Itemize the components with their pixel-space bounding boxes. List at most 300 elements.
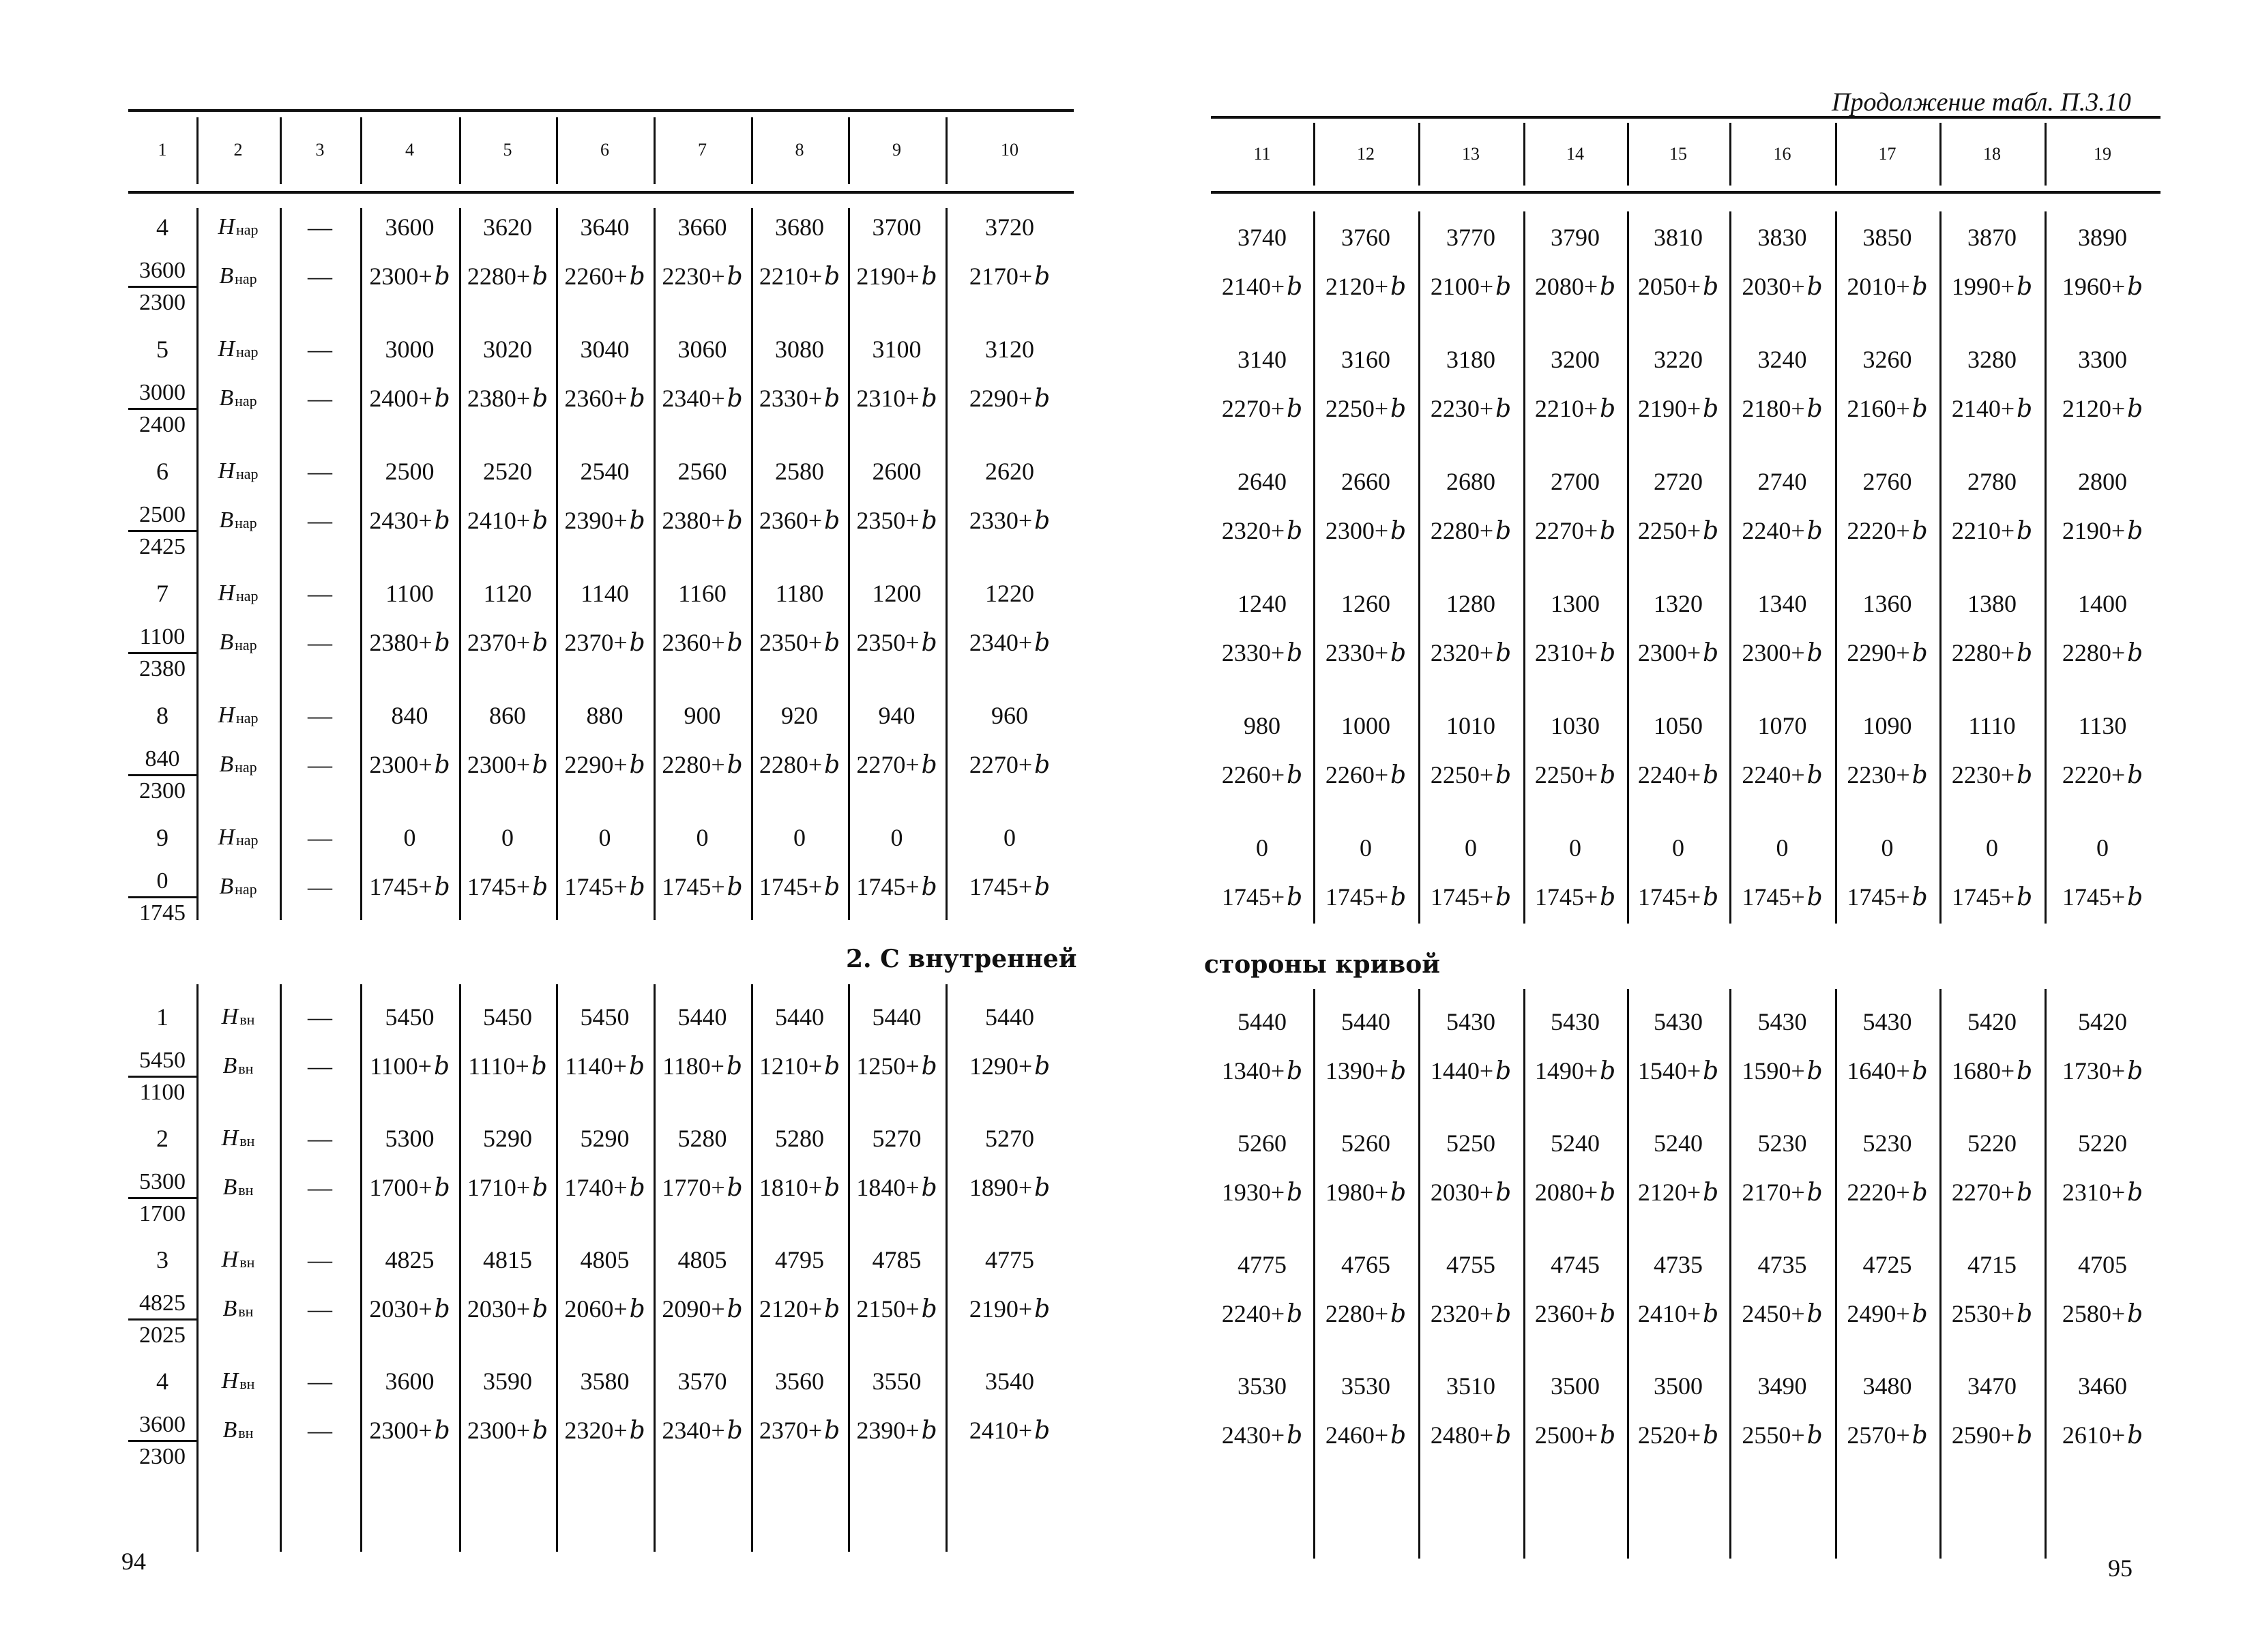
b-value: 2030+ 𝑏	[369, 1295, 450, 1323]
row-number: 9	[156, 824, 169, 851]
column-header: 17	[1878, 144, 1896, 164]
b-value: 2270+ 𝑏	[1951, 1179, 2033, 1206]
b-label: B $_{нар}$	[219, 874, 257, 899]
b-value: 2370+ 𝑏	[564, 629, 645, 656]
b-value: 2190+ 𝑏	[856, 263, 937, 290]
column-divider	[1835, 123, 1837, 186]
h-value: 2760	[1862, 468, 1912, 495]
fraction-numerator: 5300	[139, 1169, 186, 1195]
fraction-numerator: 3600	[139, 1412, 186, 1438]
b-value: 2140+ 𝑏	[1221, 273, 1303, 300]
h-value: 1090	[1862, 712, 1912, 739]
h-value: 4775	[1237, 1251, 1287, 1278]
b-value: 2410+ 𝑏	[1637, 1300, 1719, 1327]
h-label: H $_{нар}$	[218, 825, 259, 850]
h-value: 3620	[483, 213, 532, 241]
b-label: B $_{вн}$	[222, 1417, 254, 1443]
h-value: 4805	[580, 1246, 630, 1273]
h-value: 3220	[1654, 346, 1703, 373]
h-value: 3000	[385, 336, 435, 363]
h-value: 980	[1244, 712, 1280, 739]
column-divider	[1313, 123, 1315, 186]
b-value: 2220+ 𝑏	[1847, 517, 1928, 544]
b-value: 2320+ 𝑏	[564, 1417, 645, 1444]
b-label: B $_{вн}$	[222, 1175, 254, 1200]
b-label: B $_{нар}$	[219, 630, 257, 655]
column-divider	[654, 208, 656, 920]
h-value: 5420	[2078, 1008, 2127, 1035]
b-value: 2360+ 𝑏	[759, 507, 840, 534]
b-value: 2480+ 𝑏	[1430, 1421, 1512, 1449]
h-value: 5250	[1446, 1130, 1495, 1157]
column-divider	[751, 208, 753, 920]
b-value: 1960+ 𝑏	[2062, 273, 2143, 300]
b-value: 2140+ 𝑏	[1951, 395, 2033, 422]
h-value: 4775	[985, 1246, 1034, 1273]
b-value: 2300+ 𝑏	[1325, 517, 1407, 544]
b-value: 1250+ 𝑏	[856, 1052, 937, 1080]
column-divider	[2045, 123, 2047, 186]
b-value: 2300+ 𝑏	[369, 751, 450, 778]
h-value: 5280	[775, 1125, 824, 1152]
h-value: 5430	[1757, 1008, 1807, 1035]
h-value: 0	[501, 824, 514, 851]
h-value: 2600	[872, 458, 922, 485]
b-value: 1745+ 𝑏	[1534, 883, 1616, 911]
h-value: 0	[1465, 834, 1477, 861]
h-value: 3480	[1862, 1372, 1912, 1400]
column-header: 5	[503, 140, 512, 160]
b-value: 1100+ 𝑏	[369, 1052, 450, 1080]
b-value: 2580+ 𝑏	[2062, 1300, 2143, 1327]
h-value: 3600	[385, 1368, 435, 1395]
h-value: 3760	[1341, 224, 1390, 251]
dash-cell: —	[308, 1125, 332, 1152]
b-value: 1745+ 𝑏	[1637, 883, 1719, 911]
h-value: 5440	[872, 1003, 922, 1031]
b-value: 2250+ 𝑏	[1637, 517, 1719, 544]
h-value: 3140	[1237, 346, 1287, 373]
b-value: 2300+ 𝑏	[467, 1417, 548, 1444]
dash-cell: —	[308, 751, 332, 778]
column-header: 9	[892, 140, 901, 160]
fraction-denominator: 1745	[139, 900, 186, 926]
b-value: 2380+ 𝑏	[369, 629, 450, 656]
fraction-denominator: 1700	[139, 1200, 186, 1226]
h-value: 3500	[1551, 1372, 1600, 1400]
b-value: 2320+ 𝑏	[1430, 1300, 1512, 1327]
dash-cell: —	[308, 702, 332, 729]
b-value: 2220+ 𝑏	[1847, 1179, 1928, 1206]
h-value: 5220	[2078, 1130, 2127, 1157]
b-value: 2330+ 𝑏	[759, 385, 840, 412]
column-divider	[360, 117, 362, 184]
h-value: 0	[1881, 834, 1894, 861]
b-value: 2350+ 𝑏	[759, 629, 840, 656]
b-value: 2240+ 𝑏	[1742, 517, 1823, 544]
b-value: 2260+ 𝑏	[1325, 761, 1407, 788]
h-value: 3500	[1654, 1372, 1703, 1400]
h-value: 3560	[775, 1368, 824, 1395]
h-value: 2720	[1654, 468, 1703, 495]
row-number: 7	[156, 580, 169, 607]
h-value: 0	[403, 824, 416, 851]
column-divider	[1418, 123, 1420, 186]
h-value: 860	[489, 702, 526, 729]
h-value: 4735	[1757, 1251, 1807, 1278]
h-value: 3530	[1341, 1372, 1390, 1400]
h-value: 1180	[775, 580, 824, 607]
b-value: 2120+ 𝑏	[759, 1295, 840, 1323]
h-label: H $_{нар}$	[218, 580, 259, 606]
b-value: 2030+ 𝑏	[1742, 273, 1823, 300]
h-value: 3080	[775, 336, 824, 363]
column-divider	[654, 117, 656, 184]
column-divider	[1627, 211, 1629, 924]
curve-radius-fraction	[128, 493, 196, 568]
h-value: 4795	[775, 1246, 824, 1273]
header-bottom-rule	[128, 191, 1074, 194]
h-value: 2680	[1446, 468, 1495, 495]
h-value: 3490	[1757, 1372, 1807, 1400]
h-value: 1070	[1757, 712, 1807, 739]
b-value: 2230+ 𝑏	[1847, 761, 1928, 788]
b-value: 2300+ 𝑏	[1742, 639, 1823, 666]
h-value: 5440	[1237, 1008, 1287, 1035]
h-value: 5230	[1862, 1130, 1912, 1157]
fraction-numerator: 840	[145, 746, 180, 772]
h-value: 3120	[985, 336, 1034, 363]
b-value: 2280+ 𝑏	[1325, 1300, 1407, 1327]
h-value: 5440	[775, 1003, 824, 1031]
dash-cell: —	[308, 385, 332, 412]
h-value: 5280	[677, 1125, 727, 1152]
h-value: 0	[696, 824, 709, 851]
row-number: 5	[156, 336, 169, 363]
fraction-denominator: 2400	[139, 411, 186, 437]
h-value: 1010	[1446, 712, 1495, 739]
b-value: 2120+ 𝑏	[1325, 273, 1407, 300]
b-value: 2280+ 𝑏	[1951, 639, 2033, 666]
header-bottom-rule	[1211, 191, 2160, 194]
row-number: 4	[156, 213, 169, 241]
b-value: 2330+ 𝑏	[1221, 639, 1303, 666]
column-divider	[848, 208, 850, 920]
b-value: 2370+ 𝑏	[759, 1417, 840, 1444]
b-value: 2400+ 𝑏	[369, 385, 450, 412]
b-value: 2230+ 𝑏	[1430, 395, 1512, 422]
column-divider	[556, 208, 558, 920]
b-value: 2260+ 𝑏	[1221, 761, 1303, 788]
h-value: 0	[890, 824, 903, 851]
h-value: 3660	[677, 213, 727, 241]
h-value: 3740	[1237, 224, 1287, 251]
b-value: 2280+ 𝑏	[759, 751, 840, 778]
dash-cell: —	[308, 873, 332, 900]
fraction-numerator: 5450	[139, 1048, 186, 1074]
curve-radius-fraction	[128, 615, 196, 690]
dash-cell: —	[308, 1174, 332, 1201]
h-value: 0	[1776, 834, 1789, 861]
b-value: 2360+ 𝑏	[564, 385, 645, 412]
h-value: 840	[391, 702, 428, 729]
column-header: 13	[1462, 144, 1480, 164]
h-value: 1240	[1237, 590, 1287, 617]
column-header: 8	[795, 140, 804, 160]
b-value: 2570+ 𝑏	[1847, 1421, 1928, 1449]
h-value: 4705	[2078, 1251, 2127, 1278]
column-divider	[1523, 211, 1525, 924]
b-value: 1290+ 𝑏	[969, 1052, 1051, 1080]
h-value: 3700	[872, 213, 922, 241]
right-page	[1160, 0, 2256, 1652]
h-value: 5440	[677, 1003, 727, 1031]
column-divider	[1313, 211, 1315, 924]
b-value: 1840+ 𝑏	[856, 1174, 937, 1201]
fraction-numerator: 1100	[139, 624, 186, 650]
b-value: 2100+ 𝑏	[1430, 273, 1512, 300]
column-divider	[2045, 211, 2047, 924]
b-value: 2240+ 𝑏	[1742, 761, 1823, 788]
h-value: 5440	[985, 1003, 1034, 1031]
h-value: 2560	[677, 458, 727, 485]
b-value: 2240+ 𝑏	[1221, 1300, 1303, 1327]
b-value: 1740+ 𝑏	[564, 1174, 645, 1201]
b-value: 2290+ 𝑏	[564, 751, 645, 778]
column-divider	[1835, 211, 1837, 924]
h-value: 5270	[985, 1125, 1034, 1152]
curve-radius-fraction	[128, 737, 196, 812]
b-value: 2310+ 𝑏	[1534, 639, 1616, 666]
b-value: 2190+ 𝑏	[969, 1295, 1051, 1323]
h-value: 940	[878, 702, 915, 729]
b-value: 2280+ 𝑏	[662, 751, 743, 778]
h-value: 5440	[1341, 1008, 1390, 1035]
column-divider	[1729, 211, 1731, 924]
h-value: 5430	[1551, 1008, 1600, 1035]
h-value: 5290	[483, 1125, 532, 1152]
h-label: H $_{вн}$	[221, 1247, 255, 1272]
h-value: 880	[586, 702, 624, 729]
h-value: 1120	[483, 580, 532, 607]
b-value: 2300+ 𝑏	[369, 1417, 450, 1444]
h-value: 0	[1569, 834, 1581, 861]
h-value: 2640	[1237, 468, 1287, 495]
b-value: 2410+ 𝑏	[969, 1417, 1051, 1444]
curve-radius-fraction	[128, 1282, 196, 1357]
h-value: 3040	[580, 336, 630, 363]
h-value: 4765	[1341, 1251, 1390, 1278]
b-label: B $_{вн}$	[222, 1053, 254, 1078]
b-value: 2160+ 𝑏	[1847, 395, 1928, 422]
b-value: 2270+ 𝑏	[969, 751, 1051, 778]
b-value: 2060+ 𝑏	[564, 1295, 645, 1323]
h-value: 1360	[1862, 590, 1912, 617]
b-value: 2010+ 𝑏	[1847, 273, 1928, 300]
b-value: 2300+ 𝑏	[467, 751, 548, 778]
b-value: 1700+ 𝑏	[369, 1174, 450, 1201]
h-value: 3540	[985, 1368, 1034, 1395]
h-value: 2740	[1757, 468, 1807, 495]
fraction-denominator: 2300	[139, 289, 186, 315]
b-value: 2340+ 𝑏	[662, 385, 743, 412]
b-value: 2120+ 𝑏	[2062, 395, 2143, 422]
b-value: 1745+ 𝑏	[467, 873, 548, 900]
h-value: 1110	[1968, 712, 2016, 739]
h-value: 1050	[1654, 712, 1703, 739]
top-rule	[1211, 116, 2160, 119]
fraction-numerator: 4825	[139, 1290, 186, 1316]
h-value: 4785	[872, 1246, 922, 1273]
fraction-numerator: 2500	[139, 502, 186, 528]
b-value: 2530+ 𝑏	[1951, 1300, 2033, 1327]
column-header: 7	[698, 140, 707, 160]
b-value: 1745+ 𝑏	[2062, 883, 2143, 911]
h-value: 3260	[1862, 346, 1912, 373]
h-value: 5430	[1446, 1008, 1495, 1035]
b-value: 1745+ 𝑏	[369, 873, 450, 900]
dash-cell: —	[308, 824, 332, 851]
dash-cell: —	[308, 1246, 332, 1273]
h-value: 1200	[872, 580, 922, 607]
h-label: H $_{вн}$	[221, 1368, 255, 1393]
h-value: 3530	[1237, 1372, 1287, 1400]
h-value: 4805	[677, 1246, 727, 1273]
b-value: 1210+ 𝑏	[759, 1052, 840, 1080]
column-divider	[751, 117, 753, 184]
h-value: 0	[2096, 834, 2109, 861]
h-value: 3590	[483, 1368, 532, 1395]
b-value: 1745+ 𝑏	[969, 873, 1051, 900]
h-value: 3470	[1967, 1372, 2017, 1400]
b-label: B $_{нар}$	[219, 385, 257, 411]
h-value: 3810	[1654, 224, 1703, 251]
h-value: 1130	[2078, 712, 2127, 739]
h-value: 5430	[1862, 1008, 1912, 1035]
b-value: 2270+ 𝑏	[1221, 395, 1303, 422]
h-value: 5290	[580, 1125, 630, 1152]
h-value: 900	[684, 702, 721, 729]
left-page	[0, 0, 1119, 1652]
column-divider	[459, 208, 461, 920]
h-value: 3850	[1862, 224, 1912, 251]
h-value: 5420	[1967, 1008, 2017, 1035]
b-value: 2380+ 𝑏	[662, 507, 743, 534]
h-value: 1280	[1446, 590, 1495, 617]
dash-cell: —	[308, 580, 332, 607]
top-rule	[128, 109, 1074, 112]
b-value: 2120+ 𝑏	[1637, 1179, 1719, 1206]
column-header: 16	[1773, 144, 1791, 164]
b-value: 2210+ 𝑏	[1951, 517, 2033, 544]
b-label: B $_{нар}$	[219, 263, 257, 289]
column-header: 6	[600, 140, 609, 160]
b-value: 2500+ 𝑏	[1534, 1421, 1616, 1449]
column-divider	[1523, 123, 1525, 186]
h-label: H $_{нар}$	[218, 336, 259, 362]
column-divider	[196, 208, 199, 920]
h-value: 1380	[1967, 590, 2017, 617]
b-value: 2390+ 𝑏	[856, 1417, 937, 1444]
h-label: H $_{вн}$	[221, 1125, 255, 1151]
h-value: 5450	[385, 1003, 435, 1031]
fraction-numerator: 3000	[139, 380, 186, 406]
dash-cell: —	[308, 1052, 332, 1080]
b-value: 1440+ 𝑏	[1430, 1057, 1512, 1085]
h-value: 4815	[483, 1246, 532, 1273]
h-value: 5240	[1551, 1130, 1600, 1157]
h-value: 4745	[1551, 1251, 1600, 1278]
h-value: 3830	[1757, 224, 1807, 251]
row-number: 6	[156, 458, 169, 485]
h-value: 3720	[985, 213, 1034, 241]
row-number: 8	[156, 702, 169, 729]
b-value: 1110+ 𝑏	[468, 1052, 547, 1080]
curve-radius-fraction	[128, 1403, 196, 1478]
column-divider	[556, 117, 558, 184]
h-value: 3550	[872, 1368, 922, 1395]
b-value: 1745+ 𝑏	[1221, 883, 1303, 911]
b-value: 1980+ 𝑏	[1325, 1179, 1407, 1206]
h-value: 5260	[1341, 1130, 1390, 1157]
b-value: 1390+ 𝑏	[1325, 1057, 1407, 1085]
h-value: 2500	[385, 458, 435, 485]
dash-cell: —	[308, 1417, 332, 1444]
b-value: 2390+ 𝑏	[564, 507, 645, 534]
right-section-title: стороны кривой	[1204, 950, 1440, 979]
h-value: 3300	[2078, 346, 2127, 373]
fraction-numerator: 3600	[139, 258, 186, 284]
b-value: 2030+ 𝑏	[1430, 1179, 1512, 1206]
row-number: 2	[156, 1125, 169, 1152]
h-value: 1000	[1341, 712, 1390, 739]
b-value: 1745+ 𝑏	[662, 873, 743, 900]
h-value: 5450	[580, 1003, 630, 1031]
h-value: 5220	[1967, 1130, 2017, 1157]
curve-radius-fraction	[128, 859, 196, 934]
column-divider	[946, 117, 948, 184]
row-number: 3	[156, 1246, 169, 1273]
left-section-title: 2. С внутренней	[846, 945, 1077, 973]
b-value: 1810+ 𝑏	[759, 1174, 840, 1201]
b-value: 2360+ 𝑏	[662, 629, 743, 656]
column-divider	[280, 208, 282, 920]
b-value: 2250+ 𝑏	[1325, 395, 1407, 422]
h-value: 5240	[1654, 1130, 1703, 1157]
column-divider	[459, 117, 461, 184]
h-value: 2540	[580, 458, 630, 485]
b-value: 2280+ 𝑏	[2062, 639, 2143, 666]
b-value: 1745+ 𝑏	[1742, 883, 1823, 911]
h-value: 3180	[1446, 346, 1495, 373]
b-value: 2150+ 𝑏	[856, 1295, 937, 1323]
b-value: 1140+ 𝑏	[564, 1052, 645, 1080]
b-value: 1490+ 𝑏	[1534, 1057, 1616, 1085]
b-value: 1745+ 𝑏	[1847, 883, 1928, 911]
fraction-denominator: 2025	[139, 1322, 186, 1348]
h-value: 1100	[385, 580, 434, 607]
h-value: 0	[1986, 834, 1998, 861]
b-value: 1745+ 𝑏	[564, 873, 645, 900]
h-value: 2520	[483, 458, 532, 485]
column-header: 18	[1983, 144, 2001, 164]
b-value: 2240+ 𝑏	[1637, 761, 1719, 788]
column-header: 10	[1001, 140, 1019, 160]
b-value: 1680+ 𝑏	[1951, 1057, 2033, 1085]
row-number: 1	[156, 1003, 169, 1031]
h-value: 5260	[1237, 1130, 1287, 1157]
column-header: 11	[1253, 144, 1271, 164]
